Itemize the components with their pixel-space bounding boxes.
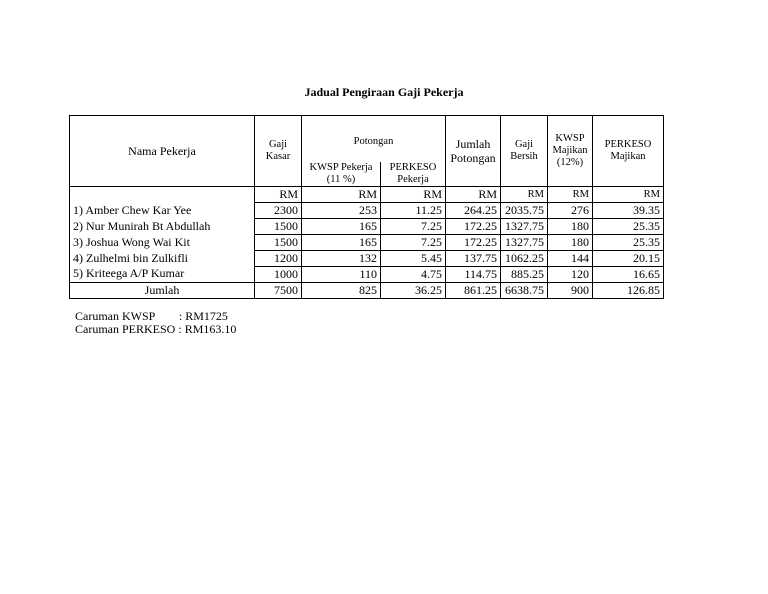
cell-perkeso-pekerja: 7.25 <box>381 218 446 234</box>
header-gaji-bersih: Gaji Bersih <box>501 116 548 187</box>
cell-kwsp-pekerja: 110 <box>302 266 381 282</box>
note-separator: : <box>154 309 186 323</box>
cell-kwsp-pekerja: 253 <box>302 202 381 218</box>
cell-gaji-kasar: 1500 <box>255 218 302 234</box>
cell-jumlah-potongan: 172.25 <box>446 218 501 234</box>
cell-kwsp-majikan: 120 <box>548 266 593 282</box>
cell-gaji-bersih: 1062.25 <box>501 250 548 266</box>
note-value: RM1725 <box>185 309 228 323</box>
table-header <box>70 116 664 203</box>
cell-perkeso-pekerja: 11.25 <box>381 202 446 218</box>
cell-kwsp-pekerja: 132 <box>302 250 381 266</box>
cell-kwsp-pekerja: 165 <box>302 218 381 234</box>
cell-kwsp-majikan: 276 <box>548 202 593 218</box>
header-perkeso-pekerja: PERKESO Pekerja <box>381 162 446 187</box>
header-jumlah-potongan: Jumlah Potongan <box>446 116 501 187</box>
table-row <box>70 250 664 266</box>
note-label: Caruman PERKESO <box>75 322 176 336</box>
header-name: Nama Pekerja <box>70 116 255 187</box>
total-label: Jumlah <box>70 282 255 298</box>
currency-blank <box>70 186 255 202</box>
header-perkeso-majikan: PERKESO Majikan <box>593 116 664 187</box>
total-jumlah-potongan: 861.25 <box>446 282 501 298</box>
total-kwsp-pekerja: 825 <box>302 282 381 298</box>
page-title: Jadual Pengiraan Gaji Pekerja <box>304 85 464 99</box>
cell-gaji-kasar: 1500 <box>255 234 302 250</box>
cell-gaji-kasar: 1200 <box>255 250 302 266</box>
cell-perkeso-pekerja: 7.25 <box>381 234 446 250</box>
currency-label: RM <box>302 186 381 202</box>
currency-label: RM <box>501 186 548 202</box>
currency-label: RM <box>255 186 302 202</box>
cell-gaji-bersih: 1327.75 <box>501 234 548 250</box>
table-row <box>70 218 664 234</box>
currency-label: RM <box>381 186 446 202</box>
currency-row <box>70 186 664 202</box>
employee-name: 5) Kriteega A/P Kumar <box>70 266 255 282</box>
note-separator: : <box>175 322 185 336</box>
cell-perkeso-majikan: 39.35 <box>593 202 664 218</box>
cell-perkeso-pekerja: 4.75 <box>381 266 446 282</box>
cell-gaji-bersih: 885.25 <box>501 266 548 282</box>
cell-kwsp-majikan: 144 <box>548 250 593 266</box>
cell-gaji-kasar: 1000 <box>255 266 302 282</box>
table-row <box>70 202 664 218</box>
salary-table <box>69 115 664 299</box>
total-perkeso-pekerja: 36.25 <box>381 282 446 298</box>
contribution-notes <box>75 310 236 336</box>
cell-perkeso-majikan: 25.35 <box>593 234 664 250</box>
currency-label: RM <box>593 186 664 202</box>
cell-perkeso-pekerja: 5.45 <box>381 250 446 266</box>
cell-perkeso-majikan: 16.65 <box>593 266 664 282</box>
employee-name: 1) Amber Chew Kar Yee <box>70 202 255 218</box>
table-body <box>70 202 664 282</box>
cell-jumlah-potongan: 172.25 <box>446 234 501 250</box>
note-value: RM163.10 <box>184 322 237 336</box>
total-kwsp-majikan: 900 <box>548 282 593 298</box>
header-gaji-kasar: Gaji Kasar <box>255 116 302 187</box>
table-footer <box>70 282 664 298</box>
currency-label: RM <box>446 186 501 202</box>
note-label: Caruman KWSP <box>75 309 155 323</box>
employee-name: 4) Zulhelmi bin Zulkifli <box>70 250 255 266</box>
table-row <box>70 234 664 250</box>
cell-jumlah-potongan: 114.75 <box>446 266 501 282</box>
total-gaji-bersih: 6638.75 <box>501 282 548 298</box>
header-potongan: Potongan <box>302 116 446 162</box>
note-perkeso <box>75 323 236 336</box>
header-kwsp-majikan: KWSP Majikan (12%) <box>548 116 593 187</box>
total-perkeso-majikan: 126.85 <box>593 282 664 298</box>
cell-kwsp-majikan: 180 <box>548 218 593 234</box>
cell-perkeso-majikan: 20.15 <box>593 250 664 266</box>
header-kwsp-pekerja: KWSP Pekerja (11 %) <box>302 162 381 187</box>
cell-gaji-kasar: 2300 <box>255 202 302 218</box>
table-row <box>70 266 664 282</box>
cell-gaji-bersih: 1327.75 <box>501 218 548 234</box>
cell-kwsp-majikan: 180 <box>548 234 593 250</box>
cell-kwsp-pekerja: 165 <box>302 234 381 250</box>
cell-gaji-bersih: 2035.75 <box>501 202 548 218</box>
employee-name: 3) Joshua Wong Wai Kit <box>70 234 255 250</box>
cell-perkeso-majikan: 25.35 <box>593 218 664 234</box>
currency-label: RM <box>548 186 593 202</box>
total-gaji: 7500 <box>255 282 302 298</box>
total-row <box>70 282 664 298</box>
cell-jumlah-potongan: 137.75 <box>446 250 501 266</box>
cell-jumlah-potongan: 264.25 <box>446 202 501 218</box>
employee-name: 2) Nur Munirah Bt Abdullah <box>70 218 255 234</box>
